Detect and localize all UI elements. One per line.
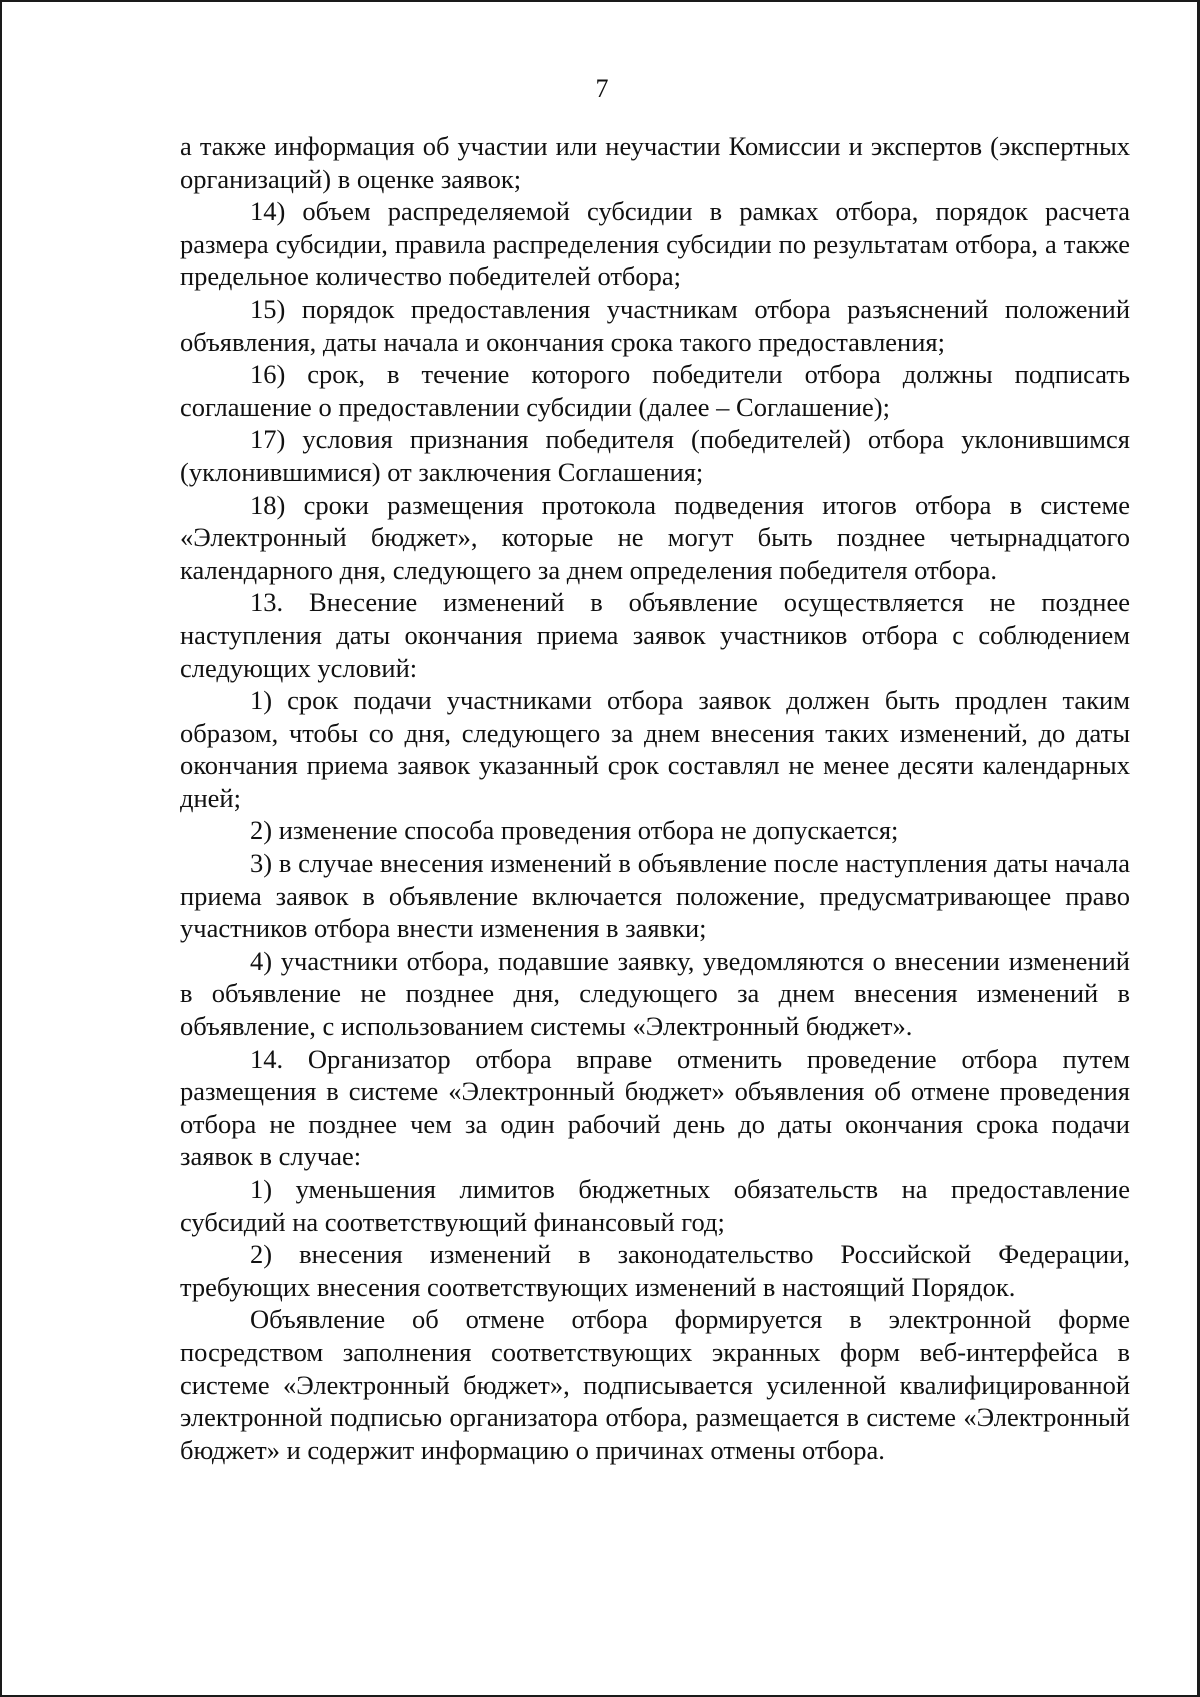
section-13-item-2: 2) изменение способа проведения отбора не допускается;: [250, 815, 899, 846]
section-14-item-1: 1) уменьшения лимитов бюджетных обязательств на предоставление субсидий на соответствующий финансовый год;: [180, 1174, 1130, 1237]
section-13-item-4: 4) участники отбора, подавшие заявку, уведомляются о внесении изменений в объявление не позднее дня, следующего за днем внесения изменений в объявление, с использованием системы «Электронный бюджет».: [180, 945, 1130, 1042]
section-14: 14. Организатор отбора вправе отменить проведение отбора путем размещения в системе «Электронный бюджет» объявления об отмене проведения отбора не позднее чем за один рабочий день до даты окончания срока подачи заявок в случае:: [180, 1043, 1130, 1172]
list-item-15: 15) порядок предоставления участникам отбора разъяснений положений объявления, даты начала и окончания срока такого предоставления;: [180, 293, 1130, 357]
list-item-18: 18) сроки размещения протокола подведения итогов отбора в системе «Электронный бюджет», которые не могут быть позднее четырнадцатого календарного дня, следующего за днем определения победителя отбора.: [180, 489, 1130, 585]
paragraph-continuation: а также информация об участии или неучастии Комиссии и экспертов (экспертных организаций) в оценке заявок;: [180, 131, 1130, 194]
page-number: 7: [595, 74, 609, 103]
section-13-item-1: 1) срок подачи участниками отбора заявок должен быть продлен таким образом, чтобы со дня, следующего за днем внесения таких изменений, до даты окончания приема заявок указанный срок составлял не менее десяти календарных дней;: [180, 685, 1130, 813]
section-13: 13. Внесение изменений в объявление осуществляется не позднее наступления даты окончания приема заявок участников отбора с соблюдением следующих условий:: [180, 587, 1130, 683]
list-item-16: 16) срок, в течение которого победители отбора должны подписать соглашение о предоставлении субсидии (далее – Соглашение);: [180, 359, 1130, 422]
document-body: [180, 130, 1130, 1466]
section-13-item-3: 3) в случае внесения изменений в объявление после наступления даты начала приема заявок в объявление включается положение, предусматривающее право участников отбора внести изменения в заявки;: [180, 848, 1130, 944]
list-item-17: 17) условия признания победителя (победителей) отбора уклонившимся (уклонившимися) от заключения Соглашения;: [180, 424, 1130, 487]
section-14-item-2: 2) внесения изменений в законодательство Российской Федерации, требующих внесения соответствующих изменений в настоящий Порядок.: [180, 1239, 1130, 1302]
cancellation-notice-paragraph: Объявление об отмене отбора формируется в электронной форме посредством заполнения соответствующих экранных форм веб-интерфейса в системе «Электронный бюджет», подписывается усиленной квалифицированной электронной подписью организатора отбора, размещается в системе «Электронный бюджет» и содержит информацию о причинах отмены отбора.: [180, 1304, 1130, 1465]
list-item-14: 14) объем распределяемой субсидии в рамках отбора, порядок расчета размера субсидии, правила распределения субсидии по результатам отбора, а также предельное количество победителей отбора;: [180, 196, 1130, 292]
